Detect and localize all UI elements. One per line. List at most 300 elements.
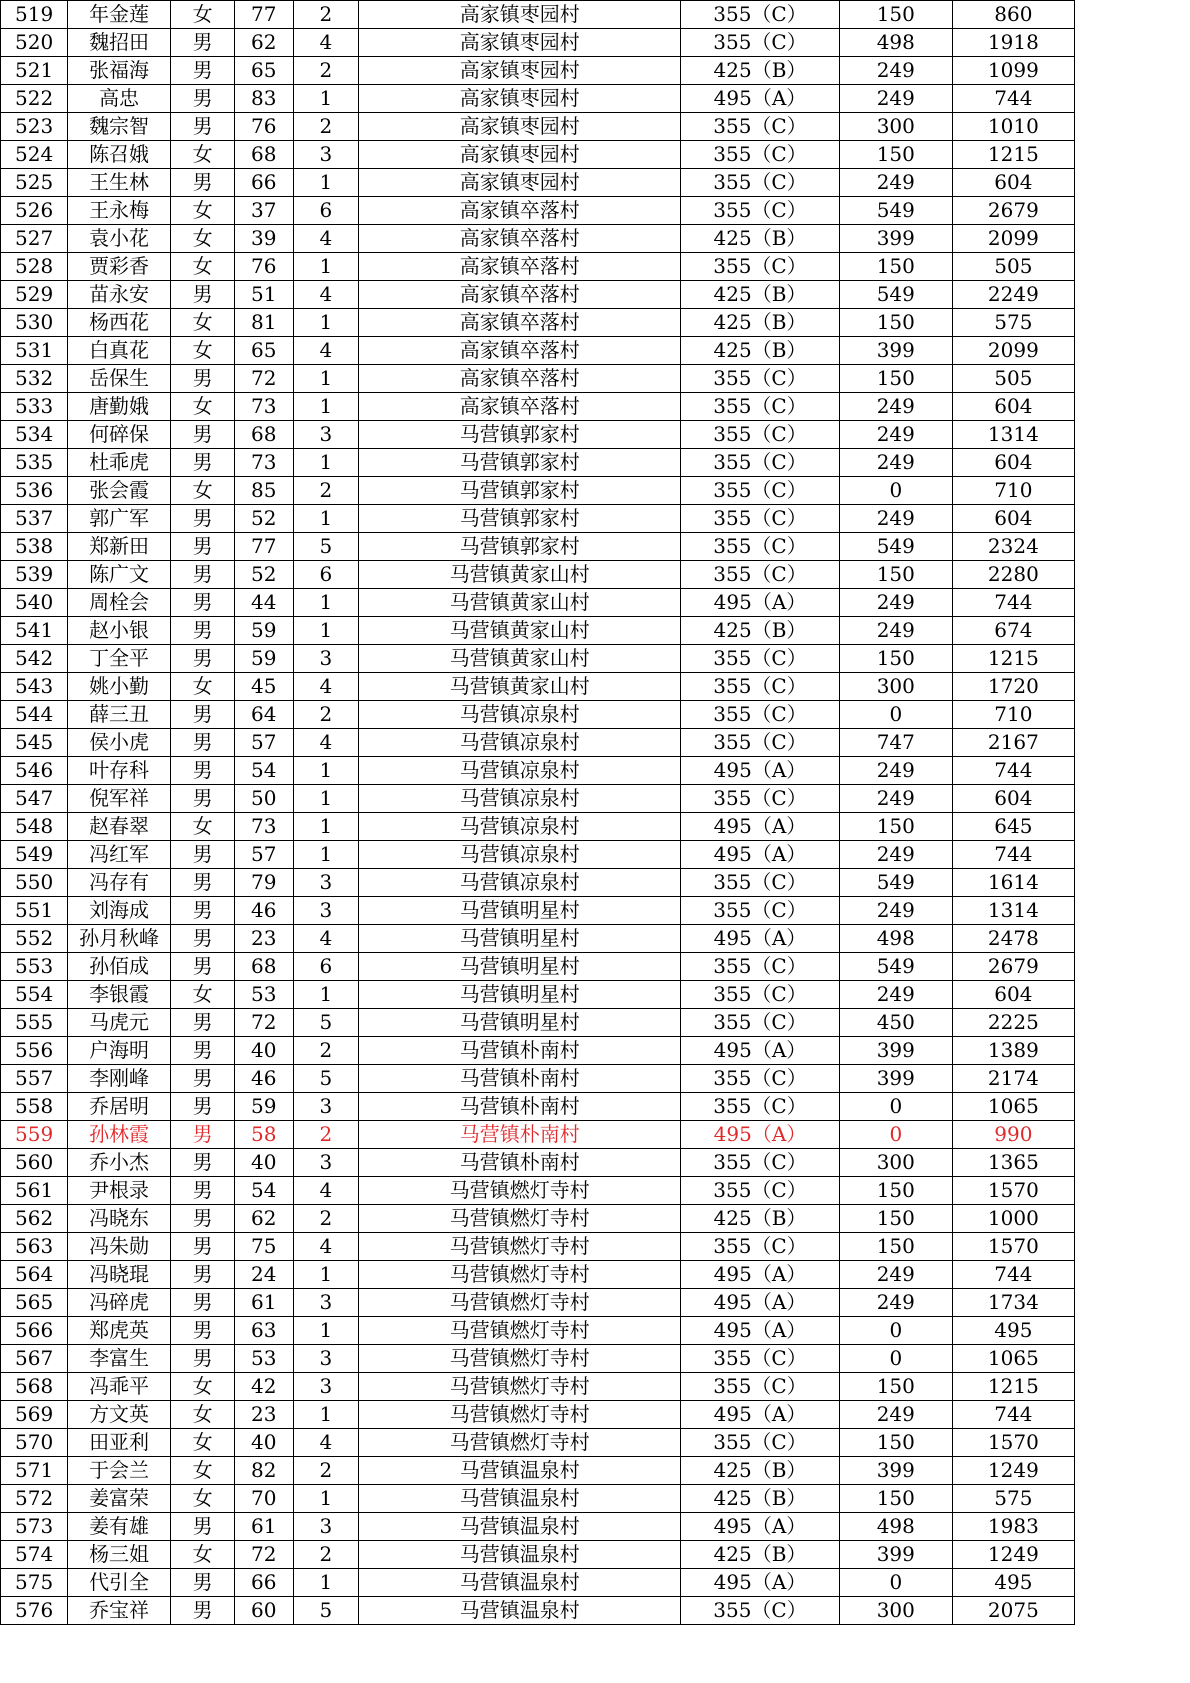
cell-id: 569 <box>1 1401 68 1429</box>
cell-id: 546 <box>1 757 68 785</box>
cell-age: 52 <box>235 561 294 589</box>
cell-total: 710 <box>952 477 1074 505</box>
cell-name: 田亚利 <box>67 1429 170 1457</box>
cell-total: 604 <box>952 981 1074 1009</box>
cell-name: 陈广文 <box>67 561 170 589</box>
cell-age: 37 <box>235 197 294 225</box>
cell-village: 马营镇燃灯寺村 <box>359 1429 681 1457</box>
cell-tier: 495（A） <box>681 1037 840 1065</box>
cell-tier: 355（C） <box>681 729 840 757</box>
cell-name: 魏宗智 <box>67 113 170 141</box>
cell-total: 2324 <box>952 533 1074 561</box>
cell-name: 张会霞 <box>67 477 170 505</box>
cell-gender: 女 <box>171 197 235 225</box>
cell-amount: 150 <box>839 1177 952 1205</box>
cell-id: 541 <box>1 617 68 645</box>
cell-amount: 150 <box>839 1373 952 1401</box>
cell-village: 马营镇郭家村 <box>359 533 681 561</box>
cell-total: 604 <box>952 449 1074 477</box>
cell-age: 73 <box>235 813 294 841</box>
cell-count: 1 <box>293 1317 359 1345</box>
cell-tier: 355（C） <box>681 897 840 925</box>
cell-village: 马营镇凉泉村 <box>359 729 681 757</box>
cell-total: 495 <box>952 1317 1074 1345</box>
cell-tier: 355（C） <box>681 1233 840 1261</box>
cell-age: 40 <box>235 1149 294 1177</box>
table-row <box>1 1009 1075 1037</box>
cell-age: 62 <box>235 1205 294 1233</box>
table-row <box>1 1261 1075 1289</box>
cell-total: 1983 <box>952 1513 1074 1541</box>
cell-tier: 355（C） <box>681 477 840 505</box>
cell-name: 唐勤娥 <box>67 393 170 421</box>
cell-tier: 495（A） <box>681 841 840 869</box>
table-row <box>1 421 1075 449</box>
cell-total: 1314 <box>952 897 1074 925</box>
cell-village: 马营镇明星村 <box>359 981 681 1009</box>
cell-amount: 0 <box>839 477 952 505</box>
cell-name: 李富生 <box>67 1345 170 1373</box>
table-row <box>1 897 1075 925</box>
cell-count: 1 <box>293 785 359 813</box>
cell-count: 3 <box>293 1289 359 1317</box>
cell-gender: 女 <box>171 225 235 253</box>
table-row <box>1 533 1075 561</box>
cell-total: 1918 <box>952 29 1074 57</box>
table-row <box>1 1429 1075 1457</box>
table-row <box>1 477 1075 505</box>
cell-tier: 355（C） <box>681 1149 840 1177</box>
cell-id: 528 <box>1 253 68 281</box>
cell-id: 530 <box>1 309 68 337</box>
table-row <box>1 1597 1075 1625</box>
cell-village: 马营镇明星村 <box>359 953 681 981</box>
table-row <box>1 225 1075 253</box>
cell-village: 马营镇温泉村 <box>359 1513 681 1541</box>
cell-count: 1 <box>293 85 359 113</box>
cell-amount: 249 <box>839 785 952 813</box>
cell-amount: 150 <box>839 309 952 337</box>
cell-total: 2679 <box>952 197 1074 225</box>
cell-total: 1734 <box>952 1289 1074 1317</box>
cell-id: 521 <box>1 57 68 85</box>
cell-name: 年金莲 <box>67 1 170 29</box>
table-row <box>1 1121 1075 1149</box>
cell-count: 1 <box>293 449 359 477</box>
cell-amount: 150 <box>839 645 952 673</box>
cell-amount: 150 <box>839 813 952 841</box>
cell-id: 523 <box>1 113 68 141</box>
cell-total: 575 <box>952 1485 1074 1513</box>
cell-id: 540 <box>1 589 68 617</box>
cell-id: 532 <box>1 365 68 393</box>
table-row <box>1 785 1075 813</box>
cell-name: 尹根录 <box>67 1177 170 1205</box>
cell-amount: 498 <box>839 925 952 953</box>
table-row <box>1 1569 1075 1597</box>
cell-age: 53 <box>235 1345 294 1373</box>
cell-amount: 150 <box>839 253 952 281</box>
cell-age: 73 <box>235 449 294 477</box>
cell-amount: 150 <box>839 1205 952 1233</box>
cell-village: 马营镇郭家村 <box>359 505 681 533</box>
cell-amount: 399 <box>839 1541 952 1569</box>
cell-id: 564 <box>1 1261 68 1289</box>
cell-total: 1099 <box>952 57 1074 85</box>
cell-gender: 男 <box>171 1205 235 1233</box>
cell-tier: 425（B） <box>681 309 840 337</box>
cell-tier: 355（C） <box>681 1009 840 1037</box>
cell-total: 1215 <box>952 141 1074 169</box>
cell-amount: 249 <box>839 589 952 617</box>
cell-amount: 399 <box>839 1065 952 1093</box>
cell-name: 王生林 <box>67 169 170 197</box>
cell-id: 558 <box>1 1093 68 1121</box>
cell-name: 王永梅 <box>67 197 170 225</box>
cell-village: 马营镇黄家山村 <box>359 645 681 673</box>
cell-id: 519 <box>1 1 68 29</box>
cell-count: 1 <box>293 757 359 785</box>
table-row <box>1 1485 1075 1513</box>
cell-id: 539 <box>1 561 68 589</box>
cell-age: 68 <box>235 141 294 169</box>
cell-total: 744 <box>952 1261 1074 1289</box>
table-row <box>1 197 1075 225</box>
cell-id: 560 <box>1 1149 68 1177</box>
cell-age: 46 <box>235 1065 294 1093</box>
cell-gender: 男 <box>171 365 235 393</box>
cell-amount: 150 <box>839 1429 952 1457</box>
cell-tier: 355（C） <box>681 113 840 141</box>
table-row <box>1 701 1075 729</box>
cell-name: 郑虎英 <box>67 1317 170 1345</box>
cell-total: 1010 <box>952 113 1074 141</box>
cell-count: 5 <box>293 1009 359 1037</box>
cell-village: 马营镇燃灯寺村 <box>359 1205 681 1233</box>
cell-amount: 249 <box>839 841 952 869</box>
table-row <box>1 869 1075 897</box>
cell-village: 马营镇燃灯寺村 <box>359 1233 681 1261</box>
cell-id: 534 <box>1 421 68 449</box>
cell-count: 2 <box>293 1121 359 1149</box>
cell-count: 4 <box>293 925 359 953</box>
cell-id: 520 <box>1 29 68 57</box>
cell-name: 侯小虎 <box>67 729 170 757</box>
cell-tier: 425（B） <box>681 57 840 85</box>
cell-village: 马营镇朴南村 <box>359 1149 681 1177</box>
cell-name: 郑新田 <box>67 533 170 561</box>
cell-amount: 747 <box>839 729 952 757</box>
table-row <box>1 1457 1075 1485</box>
cell-amount: 549 <box>839 197 952 225</box>
cell-name: 杨三姐 <box>67 1541 170 1569</box>
cell-name: 姜有雄 <box>67 1513 170 1541</box>
cell-age: 50 <box>235 785 294 813</box>
cell-tier: 355（C） <box>681 785 840 813</box>
cell-age: 42 <box>235 1373 294 1401</box>
cell-total: 2174 <box>952 1065 1074 1093</box>
cell-total: 2478 <box>952 925 1074 953</box>
cell-count: 1 <box>293 1261 359 1289</box>
cell-id: 570 <box>1 1429 68 1457</box>
cell-gender: 男 <box>171 281 235 309</box>
table-row <box>1 925 1075 953</box>
cell-age: 77 <box>235 1 294 29</box>
cell-id: 552 <box>1 925 68 953</box>
cell-amount: 399 <box>839 1037 952 1065</box>
cell-count: 3 <box>293 1513 359 1541</box>
cell-total: 1215 <box>952 1373 1074 1401</box>
cell-gender: 女 <box>171 981 235 1009</box>
cell-village: 马营镇燃灯寺村 <box>359 1177 681 1205</box>
cell-id: 549 <box>1 841 68 869</box>
cell-age: 64 <box>235 701 294 729</box>
cell-name: 乔宝祥 <box>67 1597 170 1625</box>
cell-tier: 495（A） <box>681 813 840 841</box>
cell-gender: 男 <box>171 925 235 953</box>
cell-age: 77 <box>235 533 294 561</box>
cell-id: 526 <box>1 197 68 225</box>
cell-total: 1570 <box>952 1177 1074 1205</box>
cell-age: 60 <box>235 1597 294 1625</box>
cell-age: 44 <box>235 589 294 617</box>
cell-age: 79 <box>235 869 294 897</box>
cell-tier: 495（A） <box>681 1121 840 1149</box>
cell-amount: 0 <box>839 1569 952 1597</box>
cell-count: 2 <box>293 113 359 141</box>
cell-amount: 249 <box>839 505 952 533</box>
cell-gender: 女 <box>171 1457 235 1485</box>
cell-amount: 249 <box>839 1401 952 1429</box>
table-row <box>1 309 1075 337</box>
cell-count: 6 <box>293 953 359 981</box>
cell-gender: 女 <box>171 1429 235 1457</box>
cell-tier: 355（C） <box>681 1597 840 1625</box>
table-row <box>1 1037 1075 1065</box>
cell-name: 叶存科 <box>67 757 170 785</box>
cell-amount: 249 <box>839 1261 952 1289</box>
cell-village: 高家镇枣园村 <box>359 1 681 29</box>
cell-name: 冯朱勋 <box>67 1233 170 1261</box>
cell-id: 573 <box>1 1513 68 1541</box>
table-row <box>1 1373 1075 1401</box>
cell-gender: 男 <box>171 1289 235 1317</box>
cell-gender: 男 <box>171 897 235 925</box>
cell-name: 杜乖虎 <box>67 449 170 477</box>
cell-tier: 355（C） <box>681 393 840 421</box>
cell-amount: 399 <box>839 1457 952 1485</box>
cell-gender: 女 <box>171 1401 235 1429</box>
cell-total: 2099 <box>952 225 1074 253</box>
cell-age: 61 <box>235 1289 294 1317</box>
cell-id: 545 <box>1 729 68 757</box>
cell-id: 524 <box>1 141 68 169</box>
cell-age: 72 <box>235 1009 294 1037</box>
cell-village: 高家镇枣园村 <box>359 141 681 169</box>
cell-count: 1 <box>293 813 359 841</box>
table-row <box>1 561 1075 589</box>
cell-count: 3 <box>293 1093 359 1121</box>
cell-tier: 355（C） <box>681 953 840 981</box>
cell-village: 马营镇凉泉村 <box>359 757 681 785</box>
cell-tier: 495（A） <box>681 925 840 953</box>
cell-gender: 男 <box>171 561 235 589</box>
cell-tier: 355（C） <box>681 869 840 897</box>
cell-name: 高忠 <box>67 85 170 113</box>
cell-gender: 男 <box>171 953 235 981</box>
cell-gender: 女 <box>171 309 235 337</box>
cell-age: 66 <box>235 1569 294 1597</box>
cell-name: 代引全 <box>67 1569 170 1597</box>
cell-total: 1614 <box>952 869 1074 897</box>
cell-gender: 男 <box>171 785 235 813</box>
cell-name: 郭广军 <box>67 505 170 533</box>
cell-total: 604 <box>952 169 1074 197</box>
cell-id: 548 <box>1 813 68 841</box>
cell-count: 4 <box>293 281 359 309</box>
cell-name: 冯晓琨 <box>67 1261 170 1289</box>
table-row <box>1 1233 1075 1261</box>
cell-amount: 150 <box>839 561 952 589</box>
table-row <box>1 1149 1075 1177</box>
cell-name: 于会兰 <box>67 1457 170 1485</box>
cell-count: 1 <box>293 981 359 1009</box>
cell-gender: 女 <box>171 253 235 281</box>
cell-tier: 355（C） <box>681 673 840 701</box>
cell-gender: 男 <box>171 1177 235 1205</box>
cell-tier: 495（A） <box>681 1317 840 1345</box>
cell-total: 505 <box>952 253 1074 281</box>
table-row <box>1 365 1075 393</box>
cell-tier: 355（C） <box>681 505 840 533</box>
cell-village: 马营镇凉泉村 <box>359 701 681 729</box>
cell-tier: 355（C） <box>681 981 840 1009</box>
table-row <box>1 1065 1075 1093</box>
cell-name: 袁小花 <box>67 225 170 253</box>
cell-tier: 425（B） <box>681 1457 840 1485</box>
cell-total: 744 <box>952 1401 1074 1429</box>
cell-count: 3 <box>293 897 359 925</box>
cell-name: 苗永安 <box>67 281 170 309</box>
cell-age: 85 <box>235 477 294 505</box>
cell-age: 23 <box>235 925 294 953</box>
cell-amount: 249 <box>839 85 952 113</box>
cell-village: 高家镇卒落村 <box>359 197 681 225</box>
cell-name: 杨西花 <box>67 309 170 337</box>
cell-amount: 150 <box>839 365 952 393</box>
cell-age: 62 <box>235 29 294 57</box>
cell-total: 2249 <box>952 281 1074 309</box>
cell-name: 周栓会 <box>67 589 170 617</box>
cell-id: 525 <box>1 169 68 197</box>
table-row <box>1 57 1075 85</box>
cell-id: 566 <box>1 1317 68 1345</box>
cell-gender: 女 <box>171 1 235 29</box>
cell-age: 72 <box>235 1541 294 1569</box>
cell-village: 马营镇凉泉村 <box>359 785 681 813</box>
cell-village: 马营镇凉泉村 <box>359 841 681 869</box>
cell-gender: 男 <box>171 29 235 57</box>
cell-village: 马营镇朴南村 <box>359 1121 681 1149</box>
cell-name: 薛三丑 <box>67 701 170 729</box>
cell-total: 604 <box>952 505 1074 533</box>
cell-count: 2 <box>293 57 359 85</box>
cell-age: 57 <box>235 841 294 869</box>
cell-gender: 男 <box>171 1149 235 1177</box>
cell-age: 52 <box>235 505 294 533</box>
table-row <box>1 1177 1075 1205</box>
table-row <box>1 85 1075 113</box>
cell-amount: 150 <box>839 141 952 169</box>
cell-village: 马营镇温泉村 <box>359 1457 681 1485</box>
cell-total: 1570 <box>952 1429 1074 1457</box>
cell-id: 565 <box>1 1289 68 1317</box>
cell-age: 59 <box>235 1093 294 1121</box>
cell-id: 550 <box>1 869 68 897</box>
cell-tier: 355（C） <box>681 449 840 477</box>
cell-total: 674 <box>952 617 1074 645</box>
cell-tier: 495（A） <box>681 757 840 785</box>
cell-tier: 355（C） <box>681 1345 840 1373</box>
cell-name: 乔小杰 <box>67 1149 170 1177</box>
cell-id: 572 <box>1 1485 68 1513</box>
cell-tier: 495（A） <box>681 85 840 113</box>
cell-total: 710 <box>952 701 1074 729</box>
table-row <box>1 1513 1075 1541</box>
cell-age: 76 <box>235 253 294 281</box>
cell-name: 何碎保 <box>67 421 170 449</box>
cell-age: 54 <box>235 1177 294 1205</box>
cell-gender: 女 <box>171 1541 235 1569</box>
cell-total: 1389 <box>952 1037 1074 1065</box>
cell-tier: 425（B） <box>681 225 840 253</box>
cell-amount: 300 <box>839 1149 952 1177</box>
cell-count: 2 <box>293 1 359 29</box>
cell-id: 562 <box>1 1205 68 1233</box>
table-row <box>1 141 1075 169</box>
cell-amount: 249 <box>839 1289 952 1317</box>
cell-tier: 425（B） <box>681 1541 840 1569</box>
cell-amount: 498 <box>839 1513 952 1541</box>
cell-gender: 男 <box>171 645 235 673</box>
cell-gender: 男 <box>171 1345 235 1373</box>
cell-amount: 249 <box>839 897 952 925</box>
cell-name: 丁全平 <box>67 645 170 673</box>
cell-gender: 男 <box>171 1121 235 1149</box>
cell-total: 575 <box>952 309 1074 337</box>
cell-gender: 男 <box>171 113 235 141</box>
cell-gender: 男 <box>171 841 235 869</box>
cell-count: 1 <box>293 365 359 393</box>
cell-tier: 495（A） <box>681 1289 840 1317</box>
cell-count: 1 <box>293 169 359 197</box>
cell-total: 744 <box>952 757 1074 785</box>
cell-gender: 女 <box>171 337 235 365</box>
cell-amount: 549 <box>839 869 952 897</box>
cell-village: 马营镇朴南村 <box>359 1065 681 1093</box>
cell-gender: 男 <box>171 1261 235 1289</box>
cell-gender: 男 <box>171 1233 235 1261</box>
cell-gender: 男 <box>171 57 235 85</box>
cell-village: 马营镇黄家山村 <box>359 589 681 617</box>
cell-name: 白真花 <box>67 337 170 365</box>
cell-amount: 249 <box>839 449 952 477</box>
cell-age: 61 <box>235 1513 294 1541</box>
cell-gender: 男 <box>171 85 235 113</box>
cell-total: 2075 <box>952 1597 1074 1625</box>
cell-tier: 355（C） <box>681 1429 840 1457</box>
cell-count: 3 <box>293 645 359 673</box>
